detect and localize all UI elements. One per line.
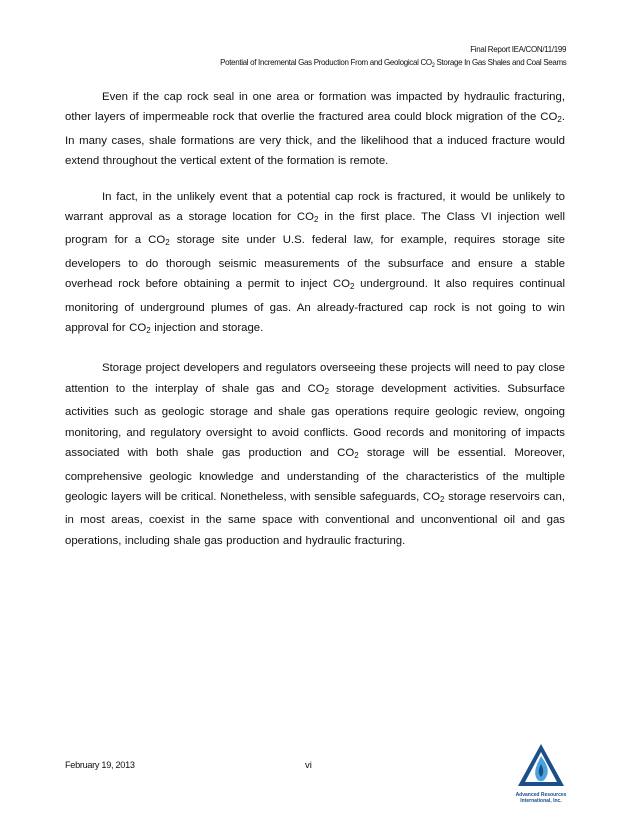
paragraph-text: Even if the cap rock seal in one area or formation was impacted by hydraulic fracturing, other layers of impermeable rock that overlie the fractured area could block migration of the CO <box>65 91 565 124</box>
paragraph-text: storage development activities. Subsurface activities such as geologic storage and shale gas operations require geologic review, ongoing monitoring, and regulatory oversight to avoid conflicts. Good records and monitoring of impacts associated with both shale gas production and CO <box>65 382 565 460</box>
subscript: 2 <box>313 215 319 225</box>
logo-caption <box>505 792 577 804</box>
paragraph-text: In fact, in the unlikely event that a potential cap rock is fractured, it would be unlikely to warrant approval as a storage location for CO <box>65 190 565 224</box>
subtitle-subscript: 2 <box>431 63 435 69</box>
paragraph-text: in the first place. The Class VI injection well program for a CO <box>65 211 565 247</box>
subscript: 2 <box>557 115 562 125</box>
paragraph <box>65 87 565 172</box>
subscript: 2 <box>354 451 359 461</box>
paragraph <box>65 187 565 342</box>
report-id: Final Report IEA/CON/11/199 <box>470 44 566 54</box>
advanced-resources-logo-icon <box>516 742 566 792</box>
paragraph-text: . In many cases, shale formations are very thick, and the likelihood that a induced fracture would extend throughout the vertical extent of the formation is remote. <box>65 111 565 168</box>
subscript: 2 <box>146 326 151 336</box>
report-subtitle <box>220 57 566 69</box>
paragraph-text: underground. It also requires continual monitoring of underground plumes of gas. An already-fractured cap rock is not going to win approval for CO <box>65 278 566 335</box>
subscript: 2 <box>324 386 330 396</box>
subscript: 2 <box>440 494 445 504</box>
paragraph <box>65 358 565 551</box>
page-number: vi <box>305 760 312 771</box>
paragraph-text: storage will be essential. Moreover, comprehensive geologic knowledge and understanding of the characteristics of the multiple geologic layers will be critical. Nonetheless, with sensible safeguards, CO <box>65 447 565 503</box>
body-text <box>65 87 565 568</box>
logo-line: International, Inc. <box>520 798 562 804</box>
paragraph-text: Storage project developers and regulators overseeing these projects will need to pay close attention to the interplay of shale gas and CO <box>65 362 565 395</box>
paragraph-text: injection and storage. <box>150 322 264 335</box>
paragraph-text: storage reservoirs can, in most areas, coexist in the same space with conventional and unconventional oil and gas operations, including shale gas production and hydraulic fracturing. <box>65 490 565 547</box>
subscript: 2 <box>165 238 170 248</box>
subscript: 2 <box>349 282 355 292</box>
subtitle-part: Storage In Gas Shales and Coal Seams <box>434 57 566 67</box>
subtitle-part: Potential of Incremental Gas Production From and Geological CO <box>219 57 432 67</box>
paragraph-text: storage site under U.S. federal law, for example, requires storage site developers to do thorough seismic measurements of the subsurface and ensure a stable overhead rock before obtaining a permit to inject CO <box>65 234 565 291</box>
footer-date: February 19, 2013 <box>65 760 135 771</box>
logo-line: Advanced Resources <box>515 792 567 798</box>
